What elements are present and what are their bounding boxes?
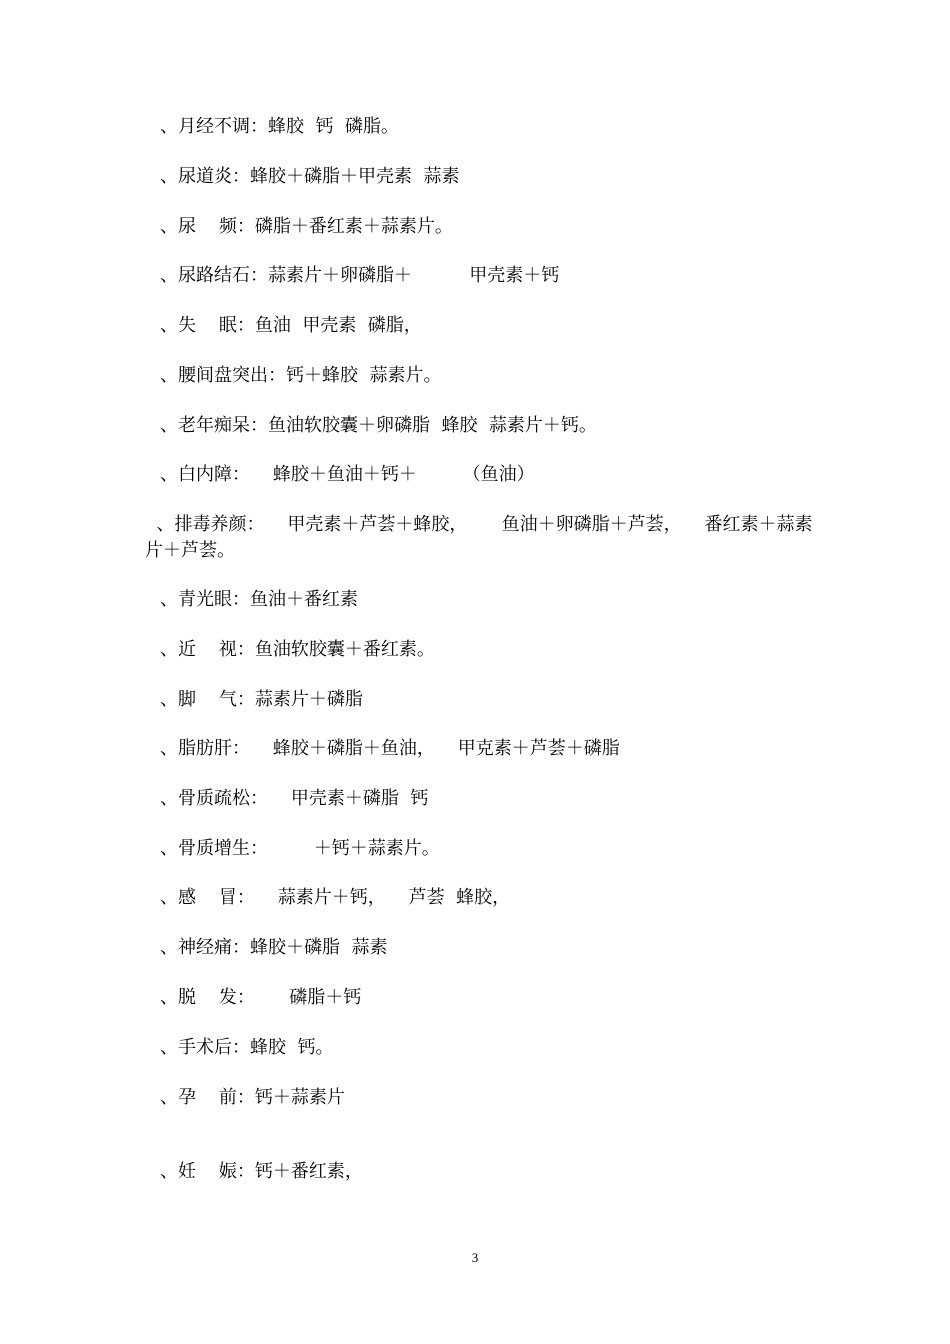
entry-athletes-foot: 、脚 气：蒜素片＋磷脂 xyxy=(160,689,363,710)
entry-urethritis: 、尿道炎：蜂胶＋磷脂＋甲壳素 蒜素 xyxy=(160,166,460,187)
entry-cold: 、感 冒： 蒜素片＋钙， 芦荟 蜂胶， xyxy=(160,887,511,908)
entry-menstrual: 、月经不调：蜂胶 钙 磷脂。 xyxy=(160,116,399,137)
entry-cataract: 、白内障： 蜂胶＋鱼油＋钙＋ （鱼油） xyxy=(160,464,535,485)
entry-post-surgery: 、手术后：蜂胶 钙。 xyxy=(160,1037,334,1058)
entry-fatty-liver: 、脂肪肝： 蜂胶＋磷脂＋鱼油， 甲克素＋芦荟＋磷脂 xyxy=(160,738,620,759)
entry-pre-pregnancy: 、孕 前：钙＋蒜素片 xyxy=(160,1087,345,1108)
entry-pregnancy: 、妊 娠：钙＋番红素， xyxy=(160,1161,363,1182)
entry-myopia: 、近 视：鱼油软胶囊＋番红素。 xyxy=(160,639,435,660)
entry-insomnia: 、失 眠：鱼油 甲壳素 磷脂， xyxy=(160,315,422,336)
entry-osteoporosis: 、骨质疏松： 甲壳素＋磷脂 钙 xyxy=(160,788,429,809)
entry-dementia: 、老年痴呆：鱼油软胶囊＋卵磷脂 蜂胶 蒜素片＋钙。 xyxy=(160,415,597,436)
entry-bone-hyperplasia: 、骨质增生： ＋钙＋蒜素片。 xyxy=(160,838,440,859)
entry-disc-herniation: 、腰间盘突出：钙＋蜂胶 蒜素片。 xyxy=(160,365,442,386)
entry-neuralgia: 、神经痛：蜂胶＋磷脂 蒜素 xyxy=(160,937,388,958)
entry-detox: 、排毒养颜： 甲壳素＋芦荟＋蜂胶， 鱼油＋卵磷脂＋芦荟， 番红素＋蒜素片＋芦荟。 xyxy=(145,514,813,561)
entry-urinary-stones: 、尿路结石：蒜素片＋卵磷脂＋ 甲壳素＋钙 xyxy=(160,265,560,286)
entry-frequent-urination: 、尿 频：磷脂＋番红素＋蒜素片。 xyxy=(160,216,453,237)
entry-glaucoma: 、青光眼：鱼油＋番红素 xyxy=(160,589,358,610)
entry-hair-loss: 、脱 发： 磷脂＋钙 xyxy=(160,987,362,1008)
page-number: 3 xyxy=(471,1250,479,1265)
